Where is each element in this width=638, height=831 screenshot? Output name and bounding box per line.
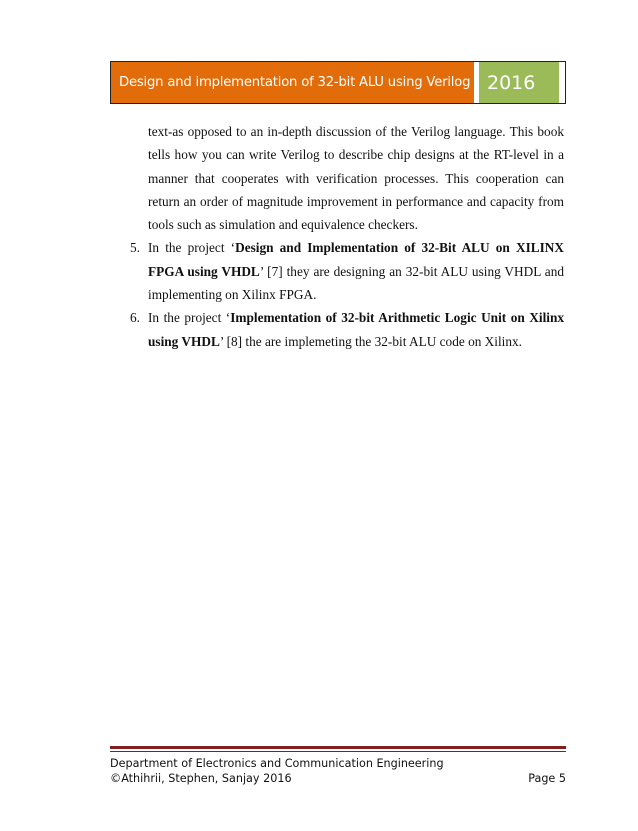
list-text-post: ’ [8] the are implemeting the 32-bit ALU code on Xilinx. [219, 333, 522, 349]
list-item-5 [108, 236, 564, 306]
footer-rule [110, 746, 566, 752]
list-number: 5. [130, 240, 140, 256]
project-title: Implementation of 32-bit Arithmetic Logic Unit on Xilinx using VHDL [148, 310, 565, 349]
list-text-post: ’ [7] they are designing an 32-bit ALU using VHDL and implementing on Xilinx FPGA. [148, 263, 565, 303]
page-footer [110, 756, 566, 786]
list-text-pre: In the project ‘ [148, 310, 231, 326]
page-header [110, 61, 566, 104]
header-title: Design and implementation of 32-bit ALU using Verilog [111, 62, 474, 103]
project-title: Design and Implementation of 32-Bit ALU on XILINX FPGA using VHDL [148, 240, 564, 279]
page-body [108, 120, 564, 353]
footer-authors: ©Athihrii, Stephen, Sanjay 2016 [110, 772, 292, 785]
continuation-paragraph: text-as opposed to an in-depth discussion of the Verilog language. This book tells how you can write Verilog to describe chip designs at the RT-level in a manner that cooperates with verification processes. This cooperation can return an order of magnitude improvement in performance and capacity from tools such as simulation and equivalence checkers. [148, 124, 564, 233]
footer-department: Department of Electronics and Communication Engineering [110, 757, 444, 770]
list-item-6 [108, 306, 564, 353]
list-number: 6. [130, 310, 140, 326]
page-number: Page 5 [528, 772, 566, 785]
header-end [559, 62, 565, 103]
header-year: 2016 [479, 62, 559, 103]
list-text-pre: In the project ‘ [148, 240, 236, 256]
